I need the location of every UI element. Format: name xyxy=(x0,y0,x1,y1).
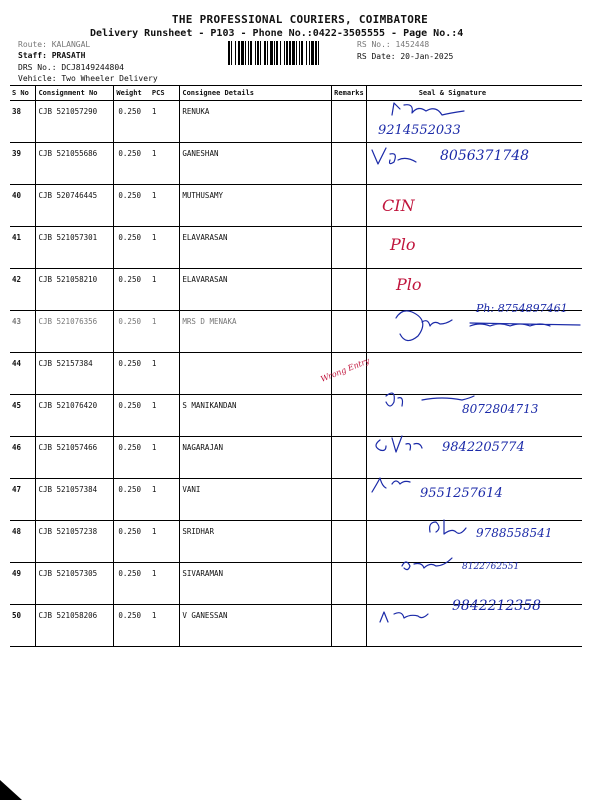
column-header-sno: S No xyxy=(10,86,36,101)
staff-label: Staff: PRASATH xyxy=(18,51,86,60)
signature-scribble-47 xyxy=(372,478,410,492)
consignee-details-cell: S MANIKANDAN xyxy=(180,395,332,437)
weight-cell: 0.250 xyxy=(114,101,150,143)
strikeout-scribble-43 xyxy=(470,323,580,326)
signature-scribble-46 xyxy=(376,436,422,452)
signature-scribble-45 xyxy=(386,393,474,406)
consignment-no-cell: CJB 521057305 xyxy=(36,563,114,605)
sno-cell: 42 xyxy=(10,269,36,311)
consignee-details-cell: ELAVARASAN xyxy=(180,269,332,311)
pcs-cell: 1 xyxy=(150,227,180,269)
sno-cell: 46 xyxy=(10,437,36,479)
sno-cell: 40 xyxy=(10,185,36,227)
weight-cell: 0.250 xyxy=(114,143,150,185)
signature-text-41: Plo xyxy=(390,235,416,254)
column-header-weight: Weight xyxy=(114,86,150,101)
remarks-red-note: Wrong Entry xyxy=(319,356,371,384)
sno-cell: 43 xyxy=(10,311,36,353)
consignee-details-cell: GANESHAN xyxy=(180,143,332,185)
scan-corner-triangle xyxy=(0,780,22,800)
pcs-cell: 1 xyxy=(150,437,180,479)
signature-text-43: Ph: 8754897461 xyxy=(476,302,568,315)
sno-cell: 39 xyxy=(10,143,36,185)
sno-cell: 41 xyxy=(10,227,36,269)
column-header-remarks: Remarks xyxy=(332,86,367,101)
signature-text-40: CIN xyxy=(382,196,415,215)
weight-cell: 0.250 xyxy=(114,395,150,437)
consignment-no-cell: CJB 521055686 xyxy=(36,143,114,185)
sno-cell: 48 xyxy=(10,521,36,563)
signature-scribble-39 xyxy=(372,148,416,164)
consignment-no-cell: CJB 521058206 xyxy=(36,605,114,647)
signature-text-39: 8056371748 xyxy=(440,148,530,164)
consignment-no-cell: CJB 521057301 xyxy=(36,227,114,269)
signature-scribble-48 xyxy=(430,520,466,534)
signature-scribble-43 xyxy=(396,311,452,341)
consignment-no-cell: CJB 521057384 xyxy=(36,479,114,521)
drs-number: DRS No.: DCJ8149244804 xyxy=(18,63,124,72)
pcs-cell: 1 xyxy=(150,185,180,227)
weight-cell: 0.250 xyxy=(114,521,150,563)
pcs-cell: 1 xyxy=(150,101,180,143)
consignment-no-cell: CJB 521058210 xyxy=(36,269,114,311)
weight-cell: 0.250 xyxy=(114,563,150,605)
sno-cell: 50 xyxy=(10,605,36,647)
route-label: Route: KALANGAL xyxy=(18,40,91,49)
signature-text-38: 9214552033 xyxy=(378,123,461,138)
signature-text-47: 9551257614 xyxy=(420,486,503,501)
consignee-details-cell: MRS D MENAKA xyxy=(180,311,332,353)
column-header-consignee: Consignee Details xyxy=(180,86,332,101)
consignee-details-cell: NAGARAJAN xyxy=(180,437,332,479)
consignment-no-cell: CJB 521057466 xyxy=(36,437,114,479)
signature-text-50: 9842212358 xyxy=(452,598,542,614)
document-title: THE PROFESSIONAL COURIERS, COIMBATORE xyxy=(171,13,429,26)
consignee-details-cell: SIVARAMAN xyxy=(180,563,332,605)
weight-cell: 0.250 xyxy=(114,353,150,395)
consignee-details-cell: ELAVARASAN xyxy=(180,227,332,269)
column-header-pcs: PCS xyxy=(150,86,180,101)
weight-cell: 0.250 xyxy=(114,605,150,647)
consignee-details-cell: SRIDHAR xyxy=(180,521,332,563)
weight-cell: 0.250 xyxy=(114,479,150,521)
consignment-no-cell: CJB 52157384 xyxy=(36,353,114,395)
vehicle-label: Vehicle: Two Wheeler Delivery xyxy=(18,74,158,83)
signature-scribble-38 xyxy=(392,103,464,115)
weight-cell: 0.250 xyxy=(114,311,150,353)
weight-cell: 0.250 xyxy=(114,185,150,227)
pcs-cell: 1 xyxy=(150,605,180,647)
sno-cell: 38 xyxy=(10,101,36,143)
runsheet-subtitle: Delivery Runsheet - P103 - Phone No.:0422-3505555 - Page No.:4 xyxy=(90,28,464,39)
column-header-consignment: Consignment No xyxy=(36,86,114,101)
signature-scribble-50 xyxy=(380,612,428,622)
signature-text-46: 9842205774 xyxy=(442,440,525,455)
column-header-signature: Seal & Signature xyxy=(366,86,582,101)
pcs-cell: 1 xyxy=(150,353,180,395)
rs-date: RS Date: 20-Jan-2025 xyxy=(357,52,454,61)
pcs-cell: 1 xyxy=(150,521,180,563)
consignee-details-cell: MUTHUSAMY xyxy=(180,185,332,227)
weight-cell: 0.250 xyxy=(114,227,150,269)
pcs-cell: 1 xyxy=(150,311,180,353)
signature-text-48: 9788558541 xyxy=(476,526,553,540)
consignment-no-cell: CJB 521076356 xyxy=(36,311,114,353)
pcs-cell: 1 xyxy=(150,395,180,437)
sno-cell: 44 xyxy=(10,353,36,395)
consignee-details-cell: VANI xyxy=(180,479,332,521)
sno-cell: 49 xyxy=(10,563,36,605)
consignee-details-cell: V GANESSAN xyxy=(180,605,332,647)
signature-text-42: Plo xyxy=(396,275,422,294)
sno-cell: 47 xyxy=(10,479,36,521)
pcs-cell: 1 xyxy=(150,479,180,521)
signature-scribble-49 xyxy=(402,558,452,570)
consignment-no-cell: CJB 520746445 xyxy=(36,185,114,227)
rs-number: RS No.: 1452448 xyxy=(357,40,430,49)
consignee-details-cell: RENUKA xyxy=(180,101,332,143)
pcs-cell: 1 xyxy=(150,143,180,185)
pcs-cell: 1 xyxy=(150,563,180,605)
signature-text-49: 8122762551 xyxy=(462,562,520,572)
consignment-no-cell: CJB 521057238 xyxy=(36,521,114,563)
signature-text-45: 8072804713 xyxy=(462,402,539,416)
consignment-no-cell: CJB 521057290 xyxy=(36,101,114,143)
consignment-no-cell: CJB 521076420 xyxy=(36,395,114,437)
weight-cell: 0.250 xyxy=(114,437,150,479)
pcs-cell: 1 xyxy=(150,269,180,311)
sno-cell: 45 xyxy=(10,395,36,437)
weight-cell: 0.250 xyxy=(114,269,150,311)
